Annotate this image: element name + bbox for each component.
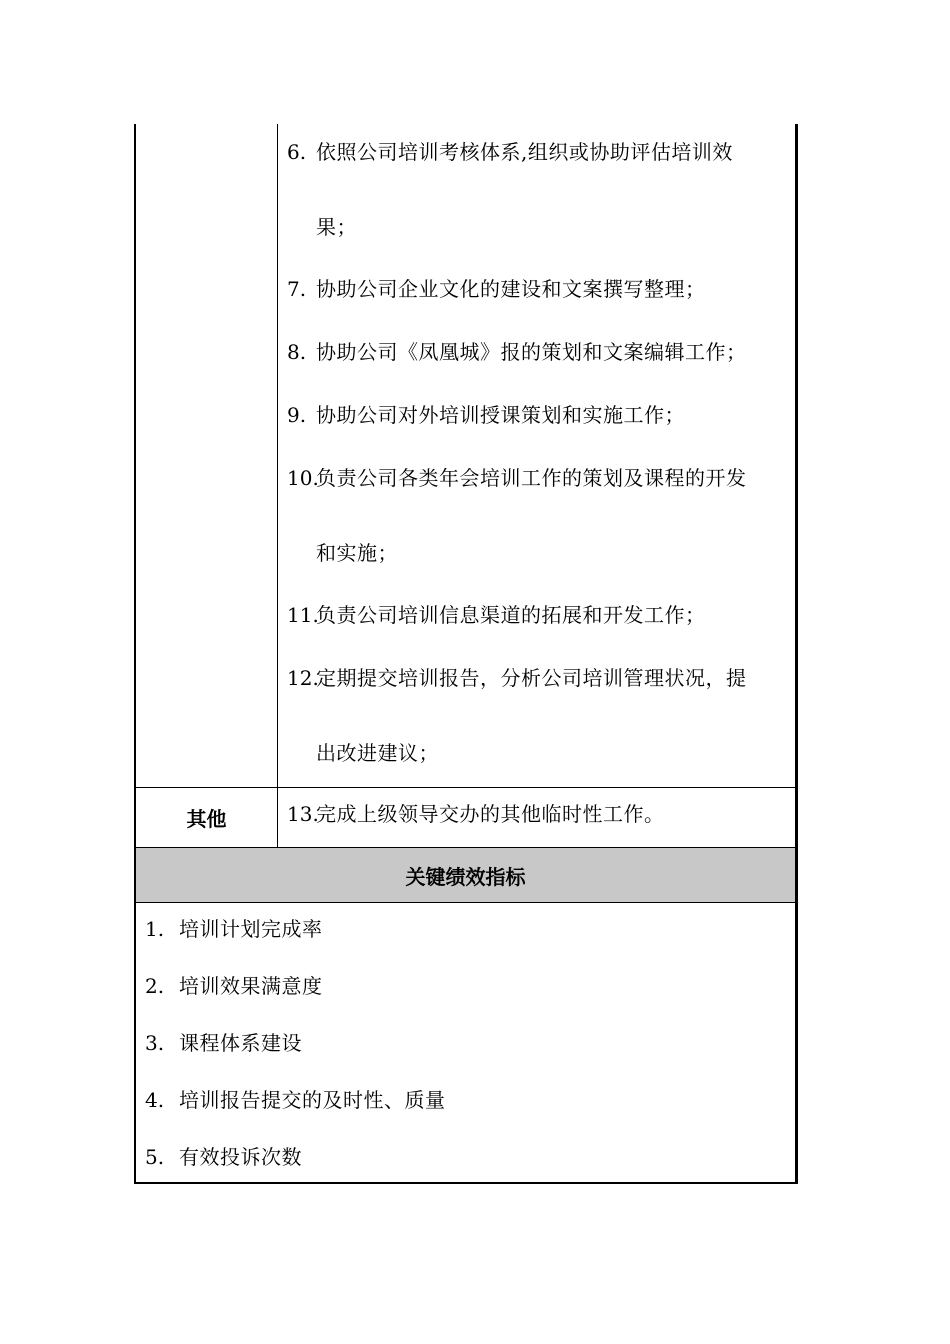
duty-number: 8. [287,340,307,364]
duty-number: 10. [287,466,319,490]
duty-text: 协助公司《凤凰城》报的策划和文案编辑工作； [316,340,747,364]
other-label: 其他 [136,788,278,847]
kpi-number: 3. [145,1031,165,1055]
kpi-number: 2. [145,974,165,998]
duty-text-continued: 出改进建议； [316,741,439,765]
duty-text: 协助公司企业文化的建设和文案撰写整理； [316,277,706,301]
duty-text: 协助公司对外培训授课策划和实施工作； [316,403,685,427]
kpi-item: 有效投诉次数 [179,1145,302,1169]
kpi-list [136,903,795,1182]
duty-number: 13. [287,802,319,826]
kpi-item: 培训计划完成率 [179,917,323,941]
job-description-table [134,124,798,1184]
duty-number: 12. [287,666,319,690]
duty-text-continued: 果； [316,215,357,239]
duties-category-cell [136,124,278,787]
duties-list [278,124,795,787]
kpi-item: 课程体系建设 [179,1031,302,1055]
other-cell [278,788,795,847]
kpi-item: 培训报告提交的及时性、质量 [179,1088,446,1112]
duty-text: 负责公司培训信息渠道的拓展和开发工作； [316,603,706,627]
duty-number: 11. [287,603,319,627]
duty-text-continued: 和实施； [316,541,398,565]
duty-number: 6. [287,140,307,164]
duty-number: 9. [287,403,307,427]
kpi-item: 培训效果满意度 [179,974,323,998]
kpi-number: 1. [145,917,165,941]
other-row [136,788,795,848]
duties-row [136,124,795,788]
duty-number: 7. [287,277,307,301]
kpi-number: 5. [145,1145,165,1169]
duty-text: 定期提交培训报告，分析公司培训管理状况，提 [316,666,747,690]
duty-text: 完成上级领导交办的其他临时性工作。 [316,802,665,826]
duty-text: 依照公司培训考核体系,组织或协助评估培训效 [316,140,733,164]
kpi-header: 关键绩效指标 [136,848,795,903]
duty-text: 负责公司各类年会培训工作的策划及课程的开发 [316,466,747,490]
kpi-number: 4. [145,1088,165,1112]
